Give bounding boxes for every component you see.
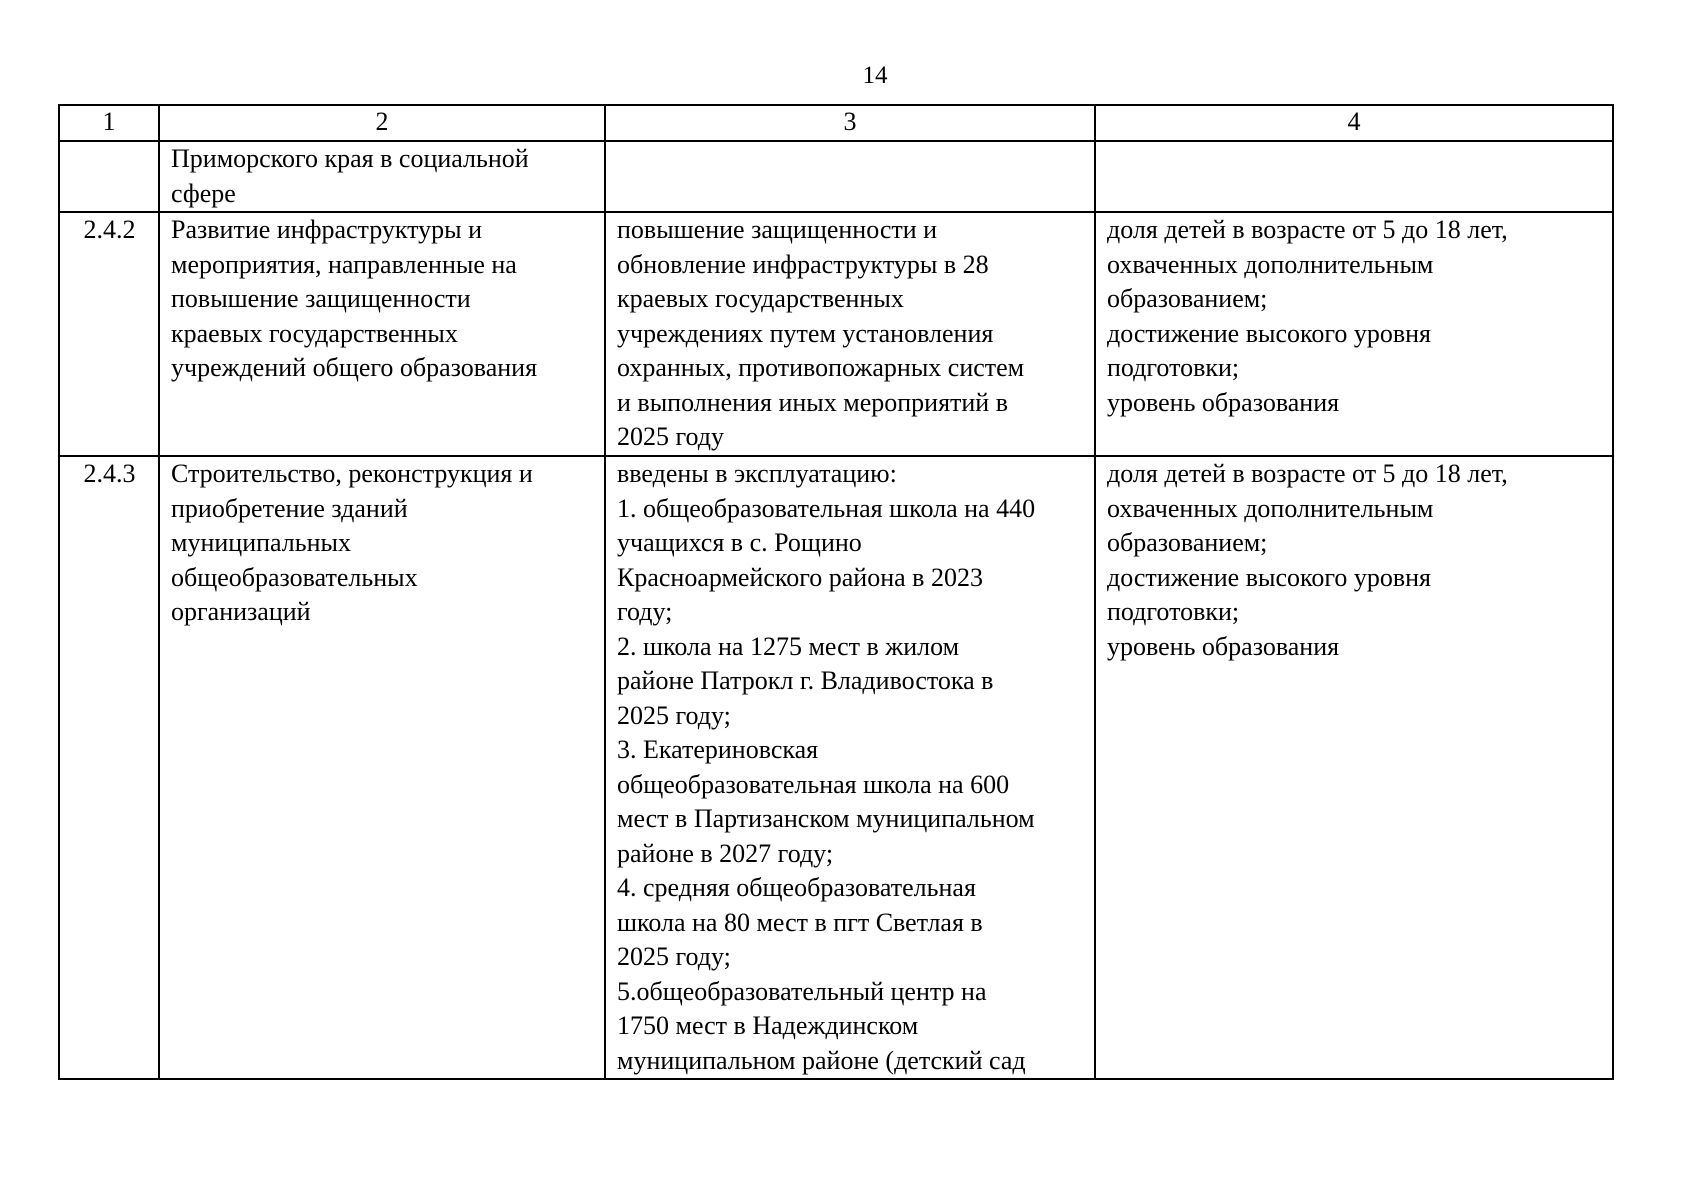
cell-text-line: 2025 году; bbox=[617, 942, 731, 971]
cell-text-line: 3. Екатериновская bbox=[617, 735, 819, 764]
column-header-2: 2 bbox=[159, 105, 605, 141]
cell-text-line: краевых государственных bbox=[617, 284, 904, 313]
cell-text-line: охваченных дополнительным bbox=[1107, 493, 1434, 523]
table-row bbox=[59, 456, 1613, 1079]
cell-text-line: 1. общеобразовательная школа на 440 bbox=[617, 493, 1036, 523]
cell-text-line: уровень образования bbox=[1107, 631, 1340, 661]
cell-text-line: 1750 мест в Надеждинском bbox=[617, 1011, 919, 1040]
row-number bbox=[59, 141, 159, 212]
cell-text-line: обновление инфраструктуры в 28 bbox=[617, 249, 989, 279]
cell-text-line: муниципальном районе (детский сад bbox=[617, 1045, 1026, 1075]
cell-text-line: году; bbox=[617, 597, 673, 626]
row-number: 2.4.3 bbox=[59, 456, 159, 1079]
cell-text-line: доля детей в возрасте от 5 до 18 лет, bbox=[1107, 459, 1508, 488]
cell-text-line: мероприятия, направленные на bbox=[171, 249, 517, 279]
document-table bbox=[58, 104, 1614, 1080]
cell-text-line: общеобразовательная школа на 600 bbox=[617, 769, 1010, 799]
cell-text-line: приобретение зданий bbox=[171, 493, 408, 523]
cell-text-line: мест в Партизанском муниципальном bbox=[617, 804, 1035, 833]
table-row bbox=[59, 212, 1613, 456]
measure-name-cell bbox=[159, 212, 605, 456]
cell-text-line: муниципальных bbox=[171, 528, 352, 557]
table-row bbox=[59, 141, 1613, 212]
cell-text-line: 2025 году bbox=[617, 422, 724, 451]
cell-text-line: Приморского края в социальной bbox=[171, 144, 529, 173]
cell-text-line: 5.общеобразовательный центр на bbox=[617, 976, 987, 1006]
cell-text-line: образованием; bbox=[1107, 528, 1268, 557]
cell-text-line: краевых государственных bbox=[171, 318, 458, 348]
cell-text-line: Красноармейского района в 2023 bbox=[617, 562, 983, 592]
cell-text-line: Строительство, реконструкция и bbox=[171, 459, 533, 488]
cell-text-line: подготовки; bbox=[1107, 597, 1240, 626]
cell-text-line: учащихся в с. Рощино bbox=[617, 528, 862, 557]
cell-text-line: 2025 году; bbox=[617, 700, 731, 730]
table-header-row bbox=[59, 105, 1613, 141]
cell-text-line: доля детей в возрасте от 5 до 18 лет, bbox=[1107, 215, 1508, 244]
cell-text-line: районе Патрокл г. Владивостока в bbox=[617, 666, 994, 695]
row-number: 2.4.2 bbox=[59, 212, 159, 456]
cell-text-line: достижение высокого уровня bbox=[1107, 562, 1431, 592]
cell-text-line: введены в эксплуатацию: bbox=[617, 459, 897, 488]
measure-result-cell bbox=[605, 456, 1095, 1079]
page-number: 14 bbox=[862, 62, 888, 89]
cell-text-line: 2. школа на 1275 мест в жилом bbox=[617, 631, 960, 661]
cell-text-line: образованием; bbox=[1107, 284, 1268, 313]
cell-text-line: учреждениях путем установления bbox=[617, 318, 994, 348]
column-header-3: 3 bbox=[605, 105, 1095, 141]
cell-text-line: районе в 2027 году; bbox=[617, 838, 834, 868]
cell-text-line: учреждений общего образования bbox=[171, 353, 538, 382]
cell-text-line: достижение высокого уровня bbox=[1107, 318, 1431, 348]
cell-text-line: сфере bbox=[171, 178, 236, 208]
cell-text-line: Развитие инфраструктуры и bbox=[171, 215, 483, 244]
cell-text-line: общеобразовательных bbox=[171, 562, 418, 592]
column-header-4: 4 bbox=[1095, 105, 1613, 141]
indicator-link-cell bbox=[1095, 141, 1613, 212]
cell-text-line: 4. средняя общеобразовательная bbox=[617, 873, 976, 902]
cell-text-line: повышение защищенности и bbox=[617, 215, 938, 244]
cell-text-line: организаций bbox=[171, 597, 311, 626]
cell-text-line: и выполнения иных мероприятий в bbox=[617, 387, 1008, 417]
cell-text-line: уровень образования bbox=[1107, 387, 1340, 417]
cell-text-line: охранных, противопожарных систем bbox=[617, 353, 1025, 382]
cell-text-line: подготовки; bbox=[1107, 353, 1240, 382]
cell-text-line: повышение защищенности bbox=[171, 284, 471, 313]
measure-result-cell bbox=[605, 141, 1095, 212]
measure-result-cell bbox=[605, 212, 1095, 456]
column-header-1: 1 bbox=[59, 105, 159, 141]
indicator-link-cell bbox=[1095, 212, 1613, 456]
indicator-link-cell bbox=[1095, 456, 1613, 1079]
cell-text-line: школа на 80 мест в пгт Светлая в bbox=[617, 907, 983, 937]
measure-name-cell bbox=[159, 141, 605, 212]
measure-name-cell bbox=[159, 456, 605, 1079]
cell-text-line: охваченных дополнительным bbox=[1107, 249, 1434, 279]
